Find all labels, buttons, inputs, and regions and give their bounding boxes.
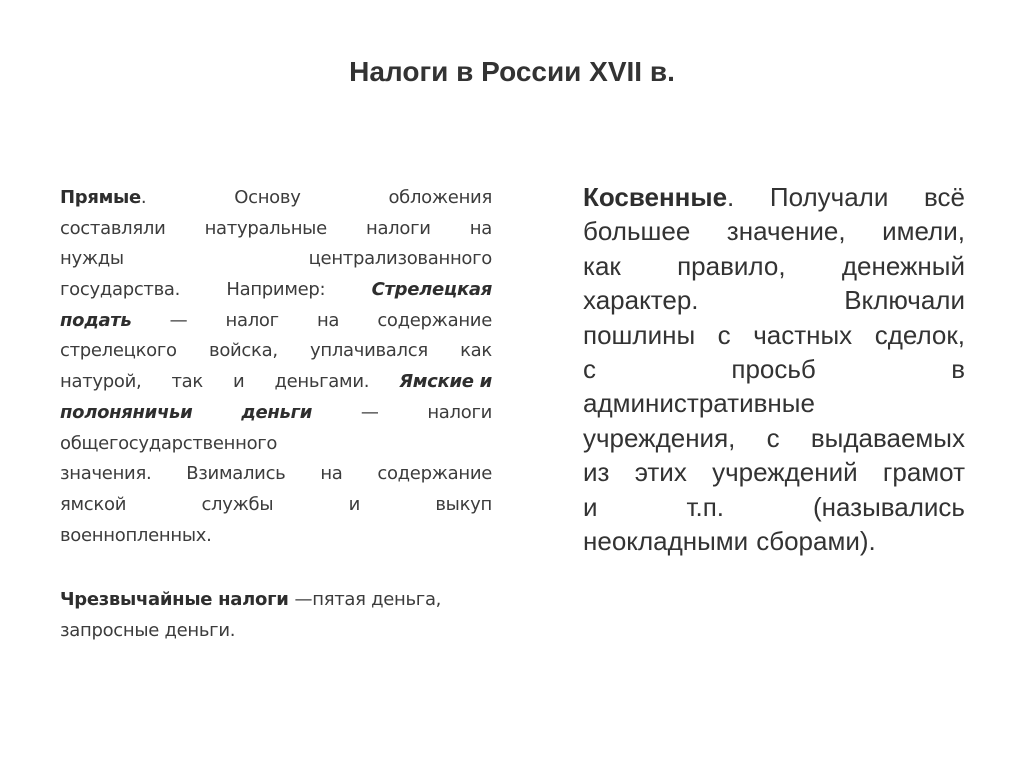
text-line: стрелецкого войска, уплачивался как: [60, 340, 492, 362]
text-line: как правило, денежный: [583, 250, 965, 281]
emergency-taxes-line: Чрезвычайные налоги —пятая деньга,: [60, 585, 492, 616]
text-line: Прямые. Основу обложения: [60, 187, 492, 208]
direct-taxes-term: Прямые: [60, 187, 141, 208]
text-line: государства. Например: Стрелецкая: [60, 275, 492, 306]
text-line: учреждения, с выдаваемых: [583, 422, 965, 453]
indirect-taxes-term: Косвенные: [583, 182, 728, 212]
streltsy-tax-term: Стрелецкая: [371, 279, 492, 301]
text-line: неокладными сборами).: [583, 525, 876, 556]
text-line: административные: [583, 388, 815, 419]
text-line: полоняничьи деньги — налоги: [60, 401, 492, 423]
text-line: и т.п. (назывались: [583, 491, 965, 522]
text-line: характер. Включали: [583, 285, 965, 316]
text-line: нужды централизованного: [60, 248, 492, 270]
text-line: общегосударственного: [60, 432, 278, 454]
text-line: с просьб в: [583, 353, 965, 384]
text-line: из этих учреждений грамот: [583, 457, 965, 488]
text-line: Косвенные. Получали всё: [583, 182, 965, 212]
text-line: подать — налог на содержание: [60, 309, 492, 331]
text-line: пошлины с частных сделок,: [583, 319, 965, 350]
indirect-taxes-block: [583, 180, 965, 558]
emergency-taxes-line: запросные деньги.: [60, 619, 236, 641]
text-line: большее значение, имели,: [583, 216, 965, 247]
direct-taxes-block: [60, 183, 492, 647]
text-line: составляли натуральные налоги на: [60, 217, 492, 239]
yam-tax-term: Ямские и: [399, 371, 492, 393]
slide-title: Налоги в России XVII в.: [349, 56, 675, 87]
emergency-taxes-term: Чрезвычайные налоги: [60, 589, 289, 611]
text-line: военнопленных.: [60, 524, 212, 546]
text-line: значения. Взимались на содержание: [60, 463, 492, 485]
text-line: натурой, так и деньгами. Ямские и: [60, 367, 492, 398]
text-line: ямской службы и выкуп: [60, 493, 492, 515]
